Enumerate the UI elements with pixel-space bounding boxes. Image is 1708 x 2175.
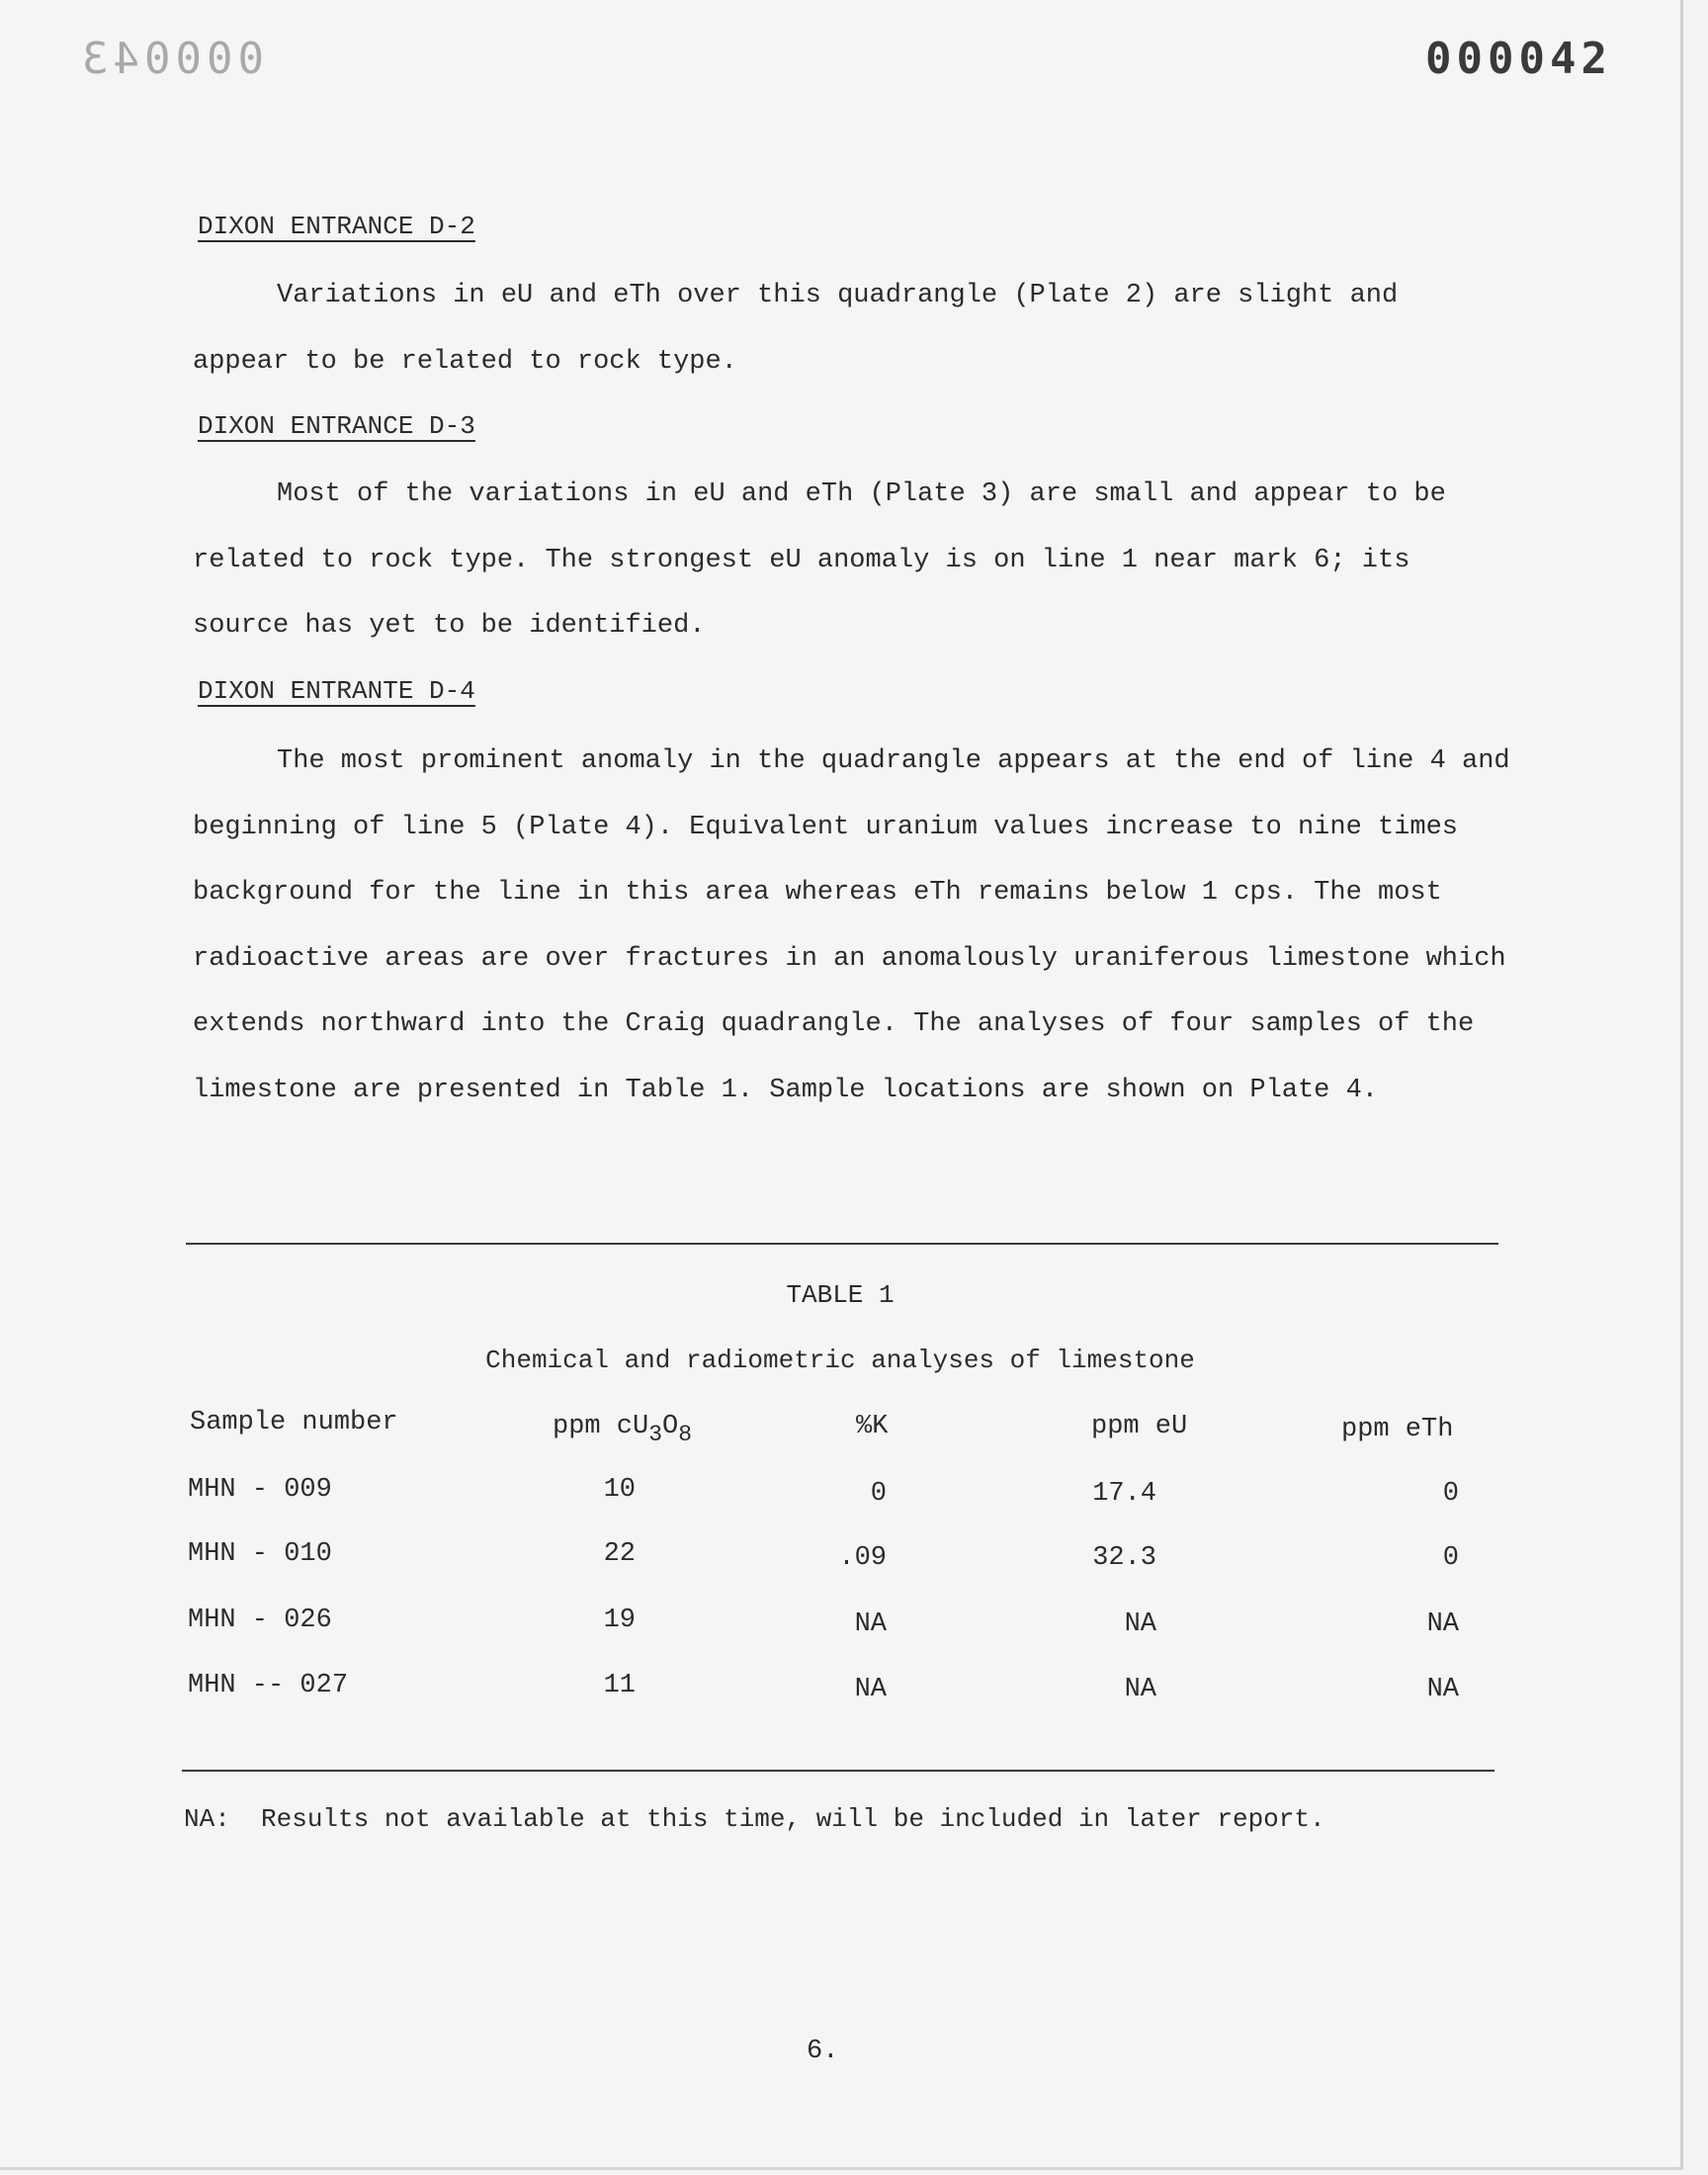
cell-potassium: 0 — [870, 1479, 887, 1509]
header-cu3o8 — [553, 1412, 692, 1447]
cell-eu: NA — [1124, 1675, 1156, 1704]
table-bottom-rule — [182, 1770, 1494, 1772]
cell-potassium: .09 — [838, 1543, 887, 1573]
cell-eu: 32.3 — [1092, 1543, 1156, 1573]
header-eu: ppm eU — [1091, 1412, 1188, 1441]
cell-sample-number: MHN - 026 — [188, 1606, 332, 1635]
paragraph-text: The most prominent anomaly in the quadrangle appears at the end of line 4 and beginning of line 5 (Plate 4). Equivalent uranium values increase to nine times background for the line in this area whereas eTh remains below 1 cps. The most radioactive areas are over fractures in an anomalously uraniferous limestone which extends northward into the Craig quadrangle. The analyses of four samples of the limestone are presented in Table 1. Sample locations are shown on Plate 4. — [193, 746, 1510, 1105]
cell-sample-number: MHN -- 027 — [188, 1671, 349, 1700]
cell-eth: 0 — [1442, 1479, 1459, 1509]
cell-eu: NA — [1124, 1610, 1156, 1639]
table-footnote: NA: Results not available at this time, will be included in later report. — [184, 1804, 1325, 1834]
header-eth: ppm eTh — [1341, 1415, 1454, 1444]
cell-eu: 17.4 — [1092, 1479, 1156, 1509]
cell-sample-number: MHN - 009 — [188, 1475, 332, 1505]
header-cu-subscript: 8 — [678, 1422, 692, 1448]
table-top-rule — [186, 1243, 1498, 1245]
section-heading-d3: DIXON ENTRANCE D-3 — [198, 411, 475, 441]
header-sample-number: Sample number — [190, 1408, 398, 1437]
cell-eth: NA — [1426, 1675, 1459, 1704]
section-paragraph-d2 — [193, 263, 1478, 394]
cell-eth: 0 — [1442, 1543, 1459, 1573]
header-cu-oxygen: O — [661, 1412, 679, 1441]
header-cu-prefix: ppm cU — [553, 1412, 649, 1441]
cell-cu3o8: 22 — [603, 1539, 636, 1569]
table-label: TABLE 1 — [786, 1280, 895, 1310]
cell-sample-number: MHN - 010 — [188, 1539, 332, 1569]
cell-eth: NA — [1426, 1610, 1459, 1639]
section-heading-d4: DIXON ENTRANTE D-4 — [198, 676, 475, 706]
paragraph-text: Variations in eU and eTh over this quadrangle (Plate 2) are slight and appear to be related to rock type. — [193, 281, 1399, 377]
page-stamp: 000042 — [1425, 34, 1612, 84]
cell-cu3o8: 19 — [603, 1606, 636, 1635]
section-paragraph-d3 — [193, 462, 1478, 659]
section-paragraph-d4 — [193, 729, 1557, 1123]
paragraph-text: Most of the variations in eU and eTh (Plate 3) are small and appear to be related to rock type. The strongest eU anomaly is on line 1 near mark 6; its source has yet to be identified. — [193, 479, 1446, 641]
header-potassium: %K — [856, 1412, 889, 1441]
table-caption: Chemical and radiometric analyses of limestone — [485, 1346, 1195, 1375]
cell-potassium: NA — [854, 1610, 887, 1639]
cell-potassium: NA — [854, 1675, 887, 1704]
mirrored-page-stamp: 000043 — [77, 34, 264, 84]
section-heading-d2: DIXON ENTRANCE D-2 — [198, 212, 475, 241]
cell-cu3o8: 10 — [603, 1475, 636, 1505]
page-number: 6. — [807, 2037, 839, 2066]
header-cu-subscript: 3 — [648, 1422, 662, 1448]
cell-cu3o8: 11 — [603, 1671, 636, 1700]
